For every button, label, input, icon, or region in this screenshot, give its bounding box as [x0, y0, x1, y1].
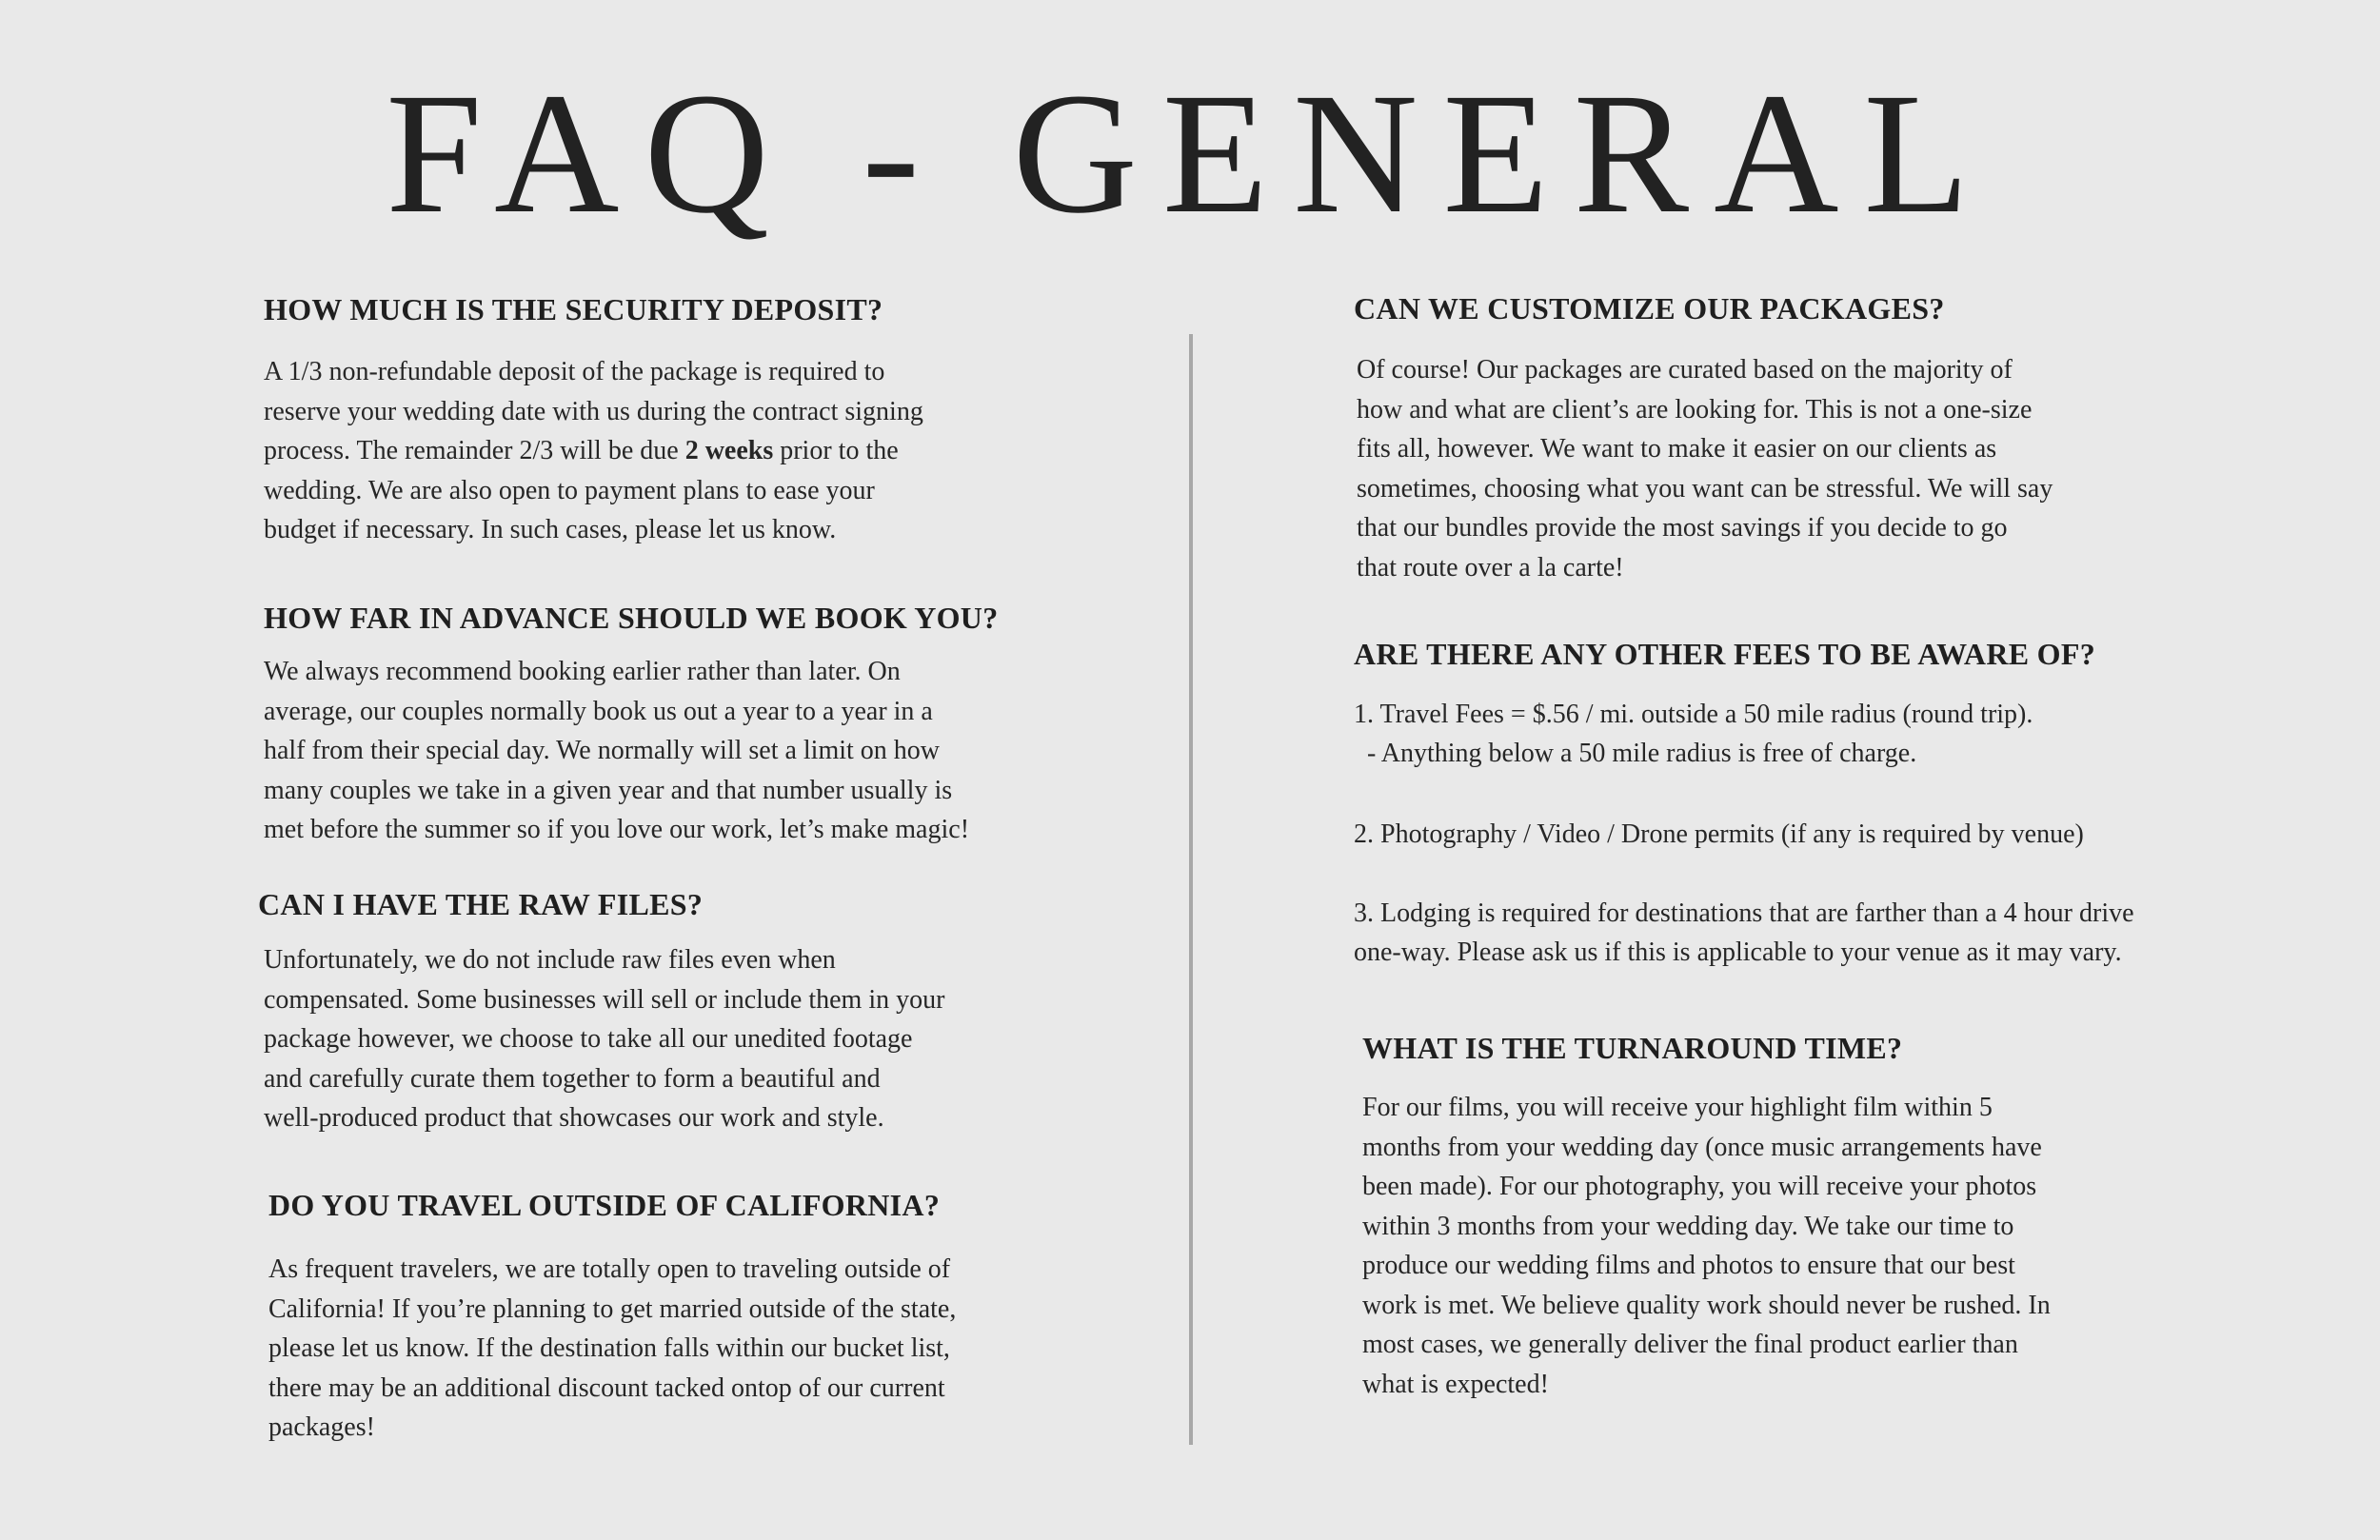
column-divider: [1189, 334, 1193, 1445]
faq-answer-line: 3. Lodging is required for destinations that are farther than a 4 hour drive: [1354, 898, 2134, 928]
page-title: FAQ - GENERAL: [386, 58, 1994, 249]
faq-answer-line: Unfortunately, we do not include raw files even when: [264, 945, 836, 975]
faq-answer-line: how and what are client’s are looking for. This is not a one-size: [1357, 394, 2033, 424]
faq-answer-line: sometimes, choosing what you want can be stressful. We will say: [1357, 473, 2053, 503]
faq-answer-line: package however, we choose to take all our unedited footage: [264, 1024, 913, 1054]
faq-answer-line: As frequent travelers, we are totally open to traveling outside of: [268, 1254, 951, 1284]
faq-answer-line: that our bundles provide the most savings if you decide to go: [1357, 513, 2008, 543]
faq-answer-line: one-way. Please ask us if this is applicable to your venue as it may vary.: [1354, 938, 2122, 967]
faq-answer-line: there may be an additional discount tacked ontop of our current: [268, 1372, 945, 1403]
faq-answer-line: well-produced product that showcases our work and style.: [264, 1103, 884, 1133]
faq-answer-line: that route over a la carte!: [1357, 552, 1624, 582]
answer-text: prior to the: [773, 436, 899, 465]
faq-answer-line: 2. Photography / Video / Drone permits (if any is required by venue): [1354, 819, 2084, 849]
faq-answer-line: months from your wedding day (once music arrangements have: [1362, 1132, 2042, 1162]
faq-answer-line: within 3 months from your wedding day. We take our time to: [1362, 1211, 2014, 1241]
faq-answer-line: fits all, however. We want to make it easier on our clients as: [1357, 434, 1997, 464]
faq-answer-line: half from their special day. We normally will set a limit on how: [264, 736, 941, 765]
faq-answer-line: wedding. We are also open to payment plans to ease your: [264, 475, 875, 505]
faq-answer-line: average, our couples normally book us out a year to a year in a: [264, 696, 933, 726]
faq-question: WHAT IS THE TURNAROUND TIME?: [1362, 1031, 1903, 1065]
faq-question: HOW FAR IN ADVANCE SHOULD WE BOOK YOU?: [264, 601, 999, 635]
faq-answer-line: California! If you’re planning to get married outside of the state,: [268, 1293, 957, 1324]
faq-question: CAN I HAVE THE RAW FILES?: [258, 887, 704, 921]
faq-answer-line: We always recommend booking earlier rather than later. On: [264, 657, 901, 686]
faq-answer-line: met before the summer so if you love our work, let’s make magic!: [264, 815, 970, 844]
faq-question: ARE THERE ANY OTHER FEES TO BE AWARE OF?: [1354, 637, 2096, 671]
faq-answer-line: most cases, we generally deliver the final product earlier than: [1362, 1330, 2018, 1359]
faq-answer-line: reserve your wedding date with us during the contract signing: [264, 396, 923, 426]
emphasis-text: 2 weeks: [684, 436, 774, 465]
faq-answer-line: work is met. We believe quality work should never be rushed. In: [1362, 1290, 2051, 1320]
faq-answer-line: A 1/3 non-refundable deposit of the package is required to: [264, 357, 885, 386]
faq-answer-line: - Anything below a 50 mile radius is free of charge.: [1354, 739, 1917, 768]
faq-answer-line: [264, 431, 899, 471]
answer-text: process. The remainder 2/3 will be due: [264, 436, 685, 465]
faq-answer-line: packages!: [268, 1412, 375, 1442]
faq-answer-line: compensated. Some businesses will sell or include them in your: [264, 984, 945, 1015]
faq-answer-line: budget if necessary. In such cases, please let us know.: [264, 515, 837, 544]
faq-answer-line: 1. Travel Fees = $.56 / mi. outside a 50 mile radius (round trip).: [1354, 700, 2033, 729]
faq-question: HOW MUCH IS THE SECURITY DEPOSIT?: [264, 292, 883, 326]
faq-answer-line: and carefully curate them together to form a beautiful and: [264, 1063, 881, 1094]
faq-answer-line: For our films, you will receive your highlight film within 5: [1362, 1093, 1993, 1122]
faq-answer-line: please let us know. If the destination falls within our bucket list,: [268, 1333, 950, 1363]
faq-question: CAN WE CUSTOMIZE OUR PACKAGES?: [1354, 291, 1945, 326]
faq-answer-line: what is expected!: [1362, 1369, 1549, 1399]
faq-answer-line: many couples we take in a given year and that number usually is: [264, 775, 953, 805]
faq-question: DO YOU TRAVEL OUTSIDE OF CALIFORNIA?: [268, 1188, 941, 1222]
faq-answer-line: produce our wedding films and photos to ensure that our best: [1362, 1251, 2015, 1280]
faq-answer-line: been made). For our photography, you will receive your photos: [1362, 1172, 2037, 1201]
faq-answer-line: Of course! Our packages are curated based on the majority of: [1357, 355, 2013, 385]
